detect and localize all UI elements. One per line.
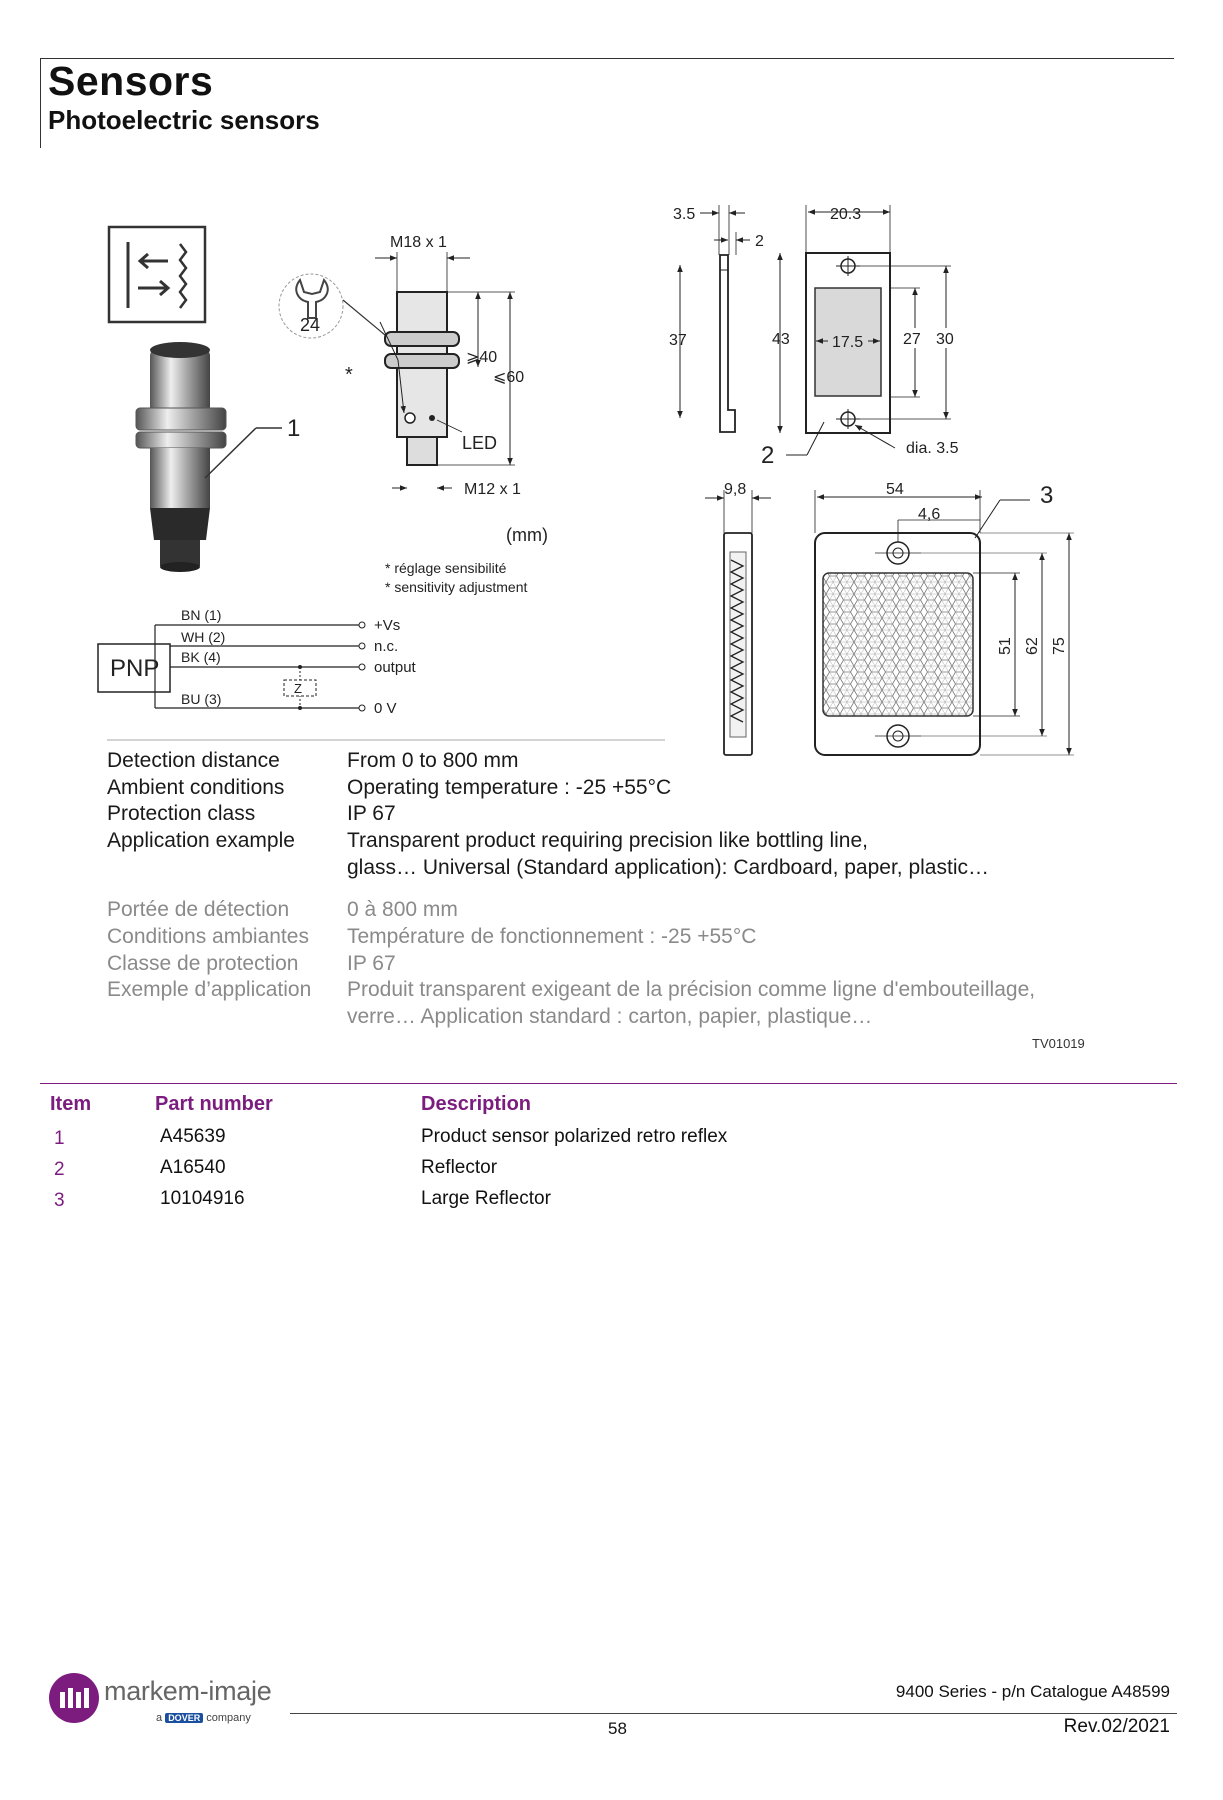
unit-label: (mm)	[506, 525, 548, 545]
spec-label-fr: Exemple d’application	[107, 978, 312, 1001]
brand-subtitle	[156, 1712, 251, 1724]
spec-value-fr: Produit transparent exigeant de la précision comme ligne d'embouteillage,	[347, 978, 1036, 1001]
wrench-size: 24	[300, 315, 321, 335]
table-cell-item: 1	[54, 1128, 65, 1149]
table-cell-item: 2	[54, 1159, 65, 1180]
dim-4-6: 4,6	[918, 506, 941, 523]
terminal-label: +Vs	[374, 617, 401, 634]
callout-3: 3	[1040, 482, 1054, 509]
sensor-outline	[380, 292, 459, 465]
terminal-label: 0 V	[374, 700, 397, 717]
note-fr: * réglage sensibilité	[385, 560, 507, 576]
dim-37: 37	[669, 332, 687, 349]
wire-label: WH (2)	[181, 629, 226, 645]
column-header-part-number: Part number	[155, 1093, 273, 1115]
spec-value: From 0 to 800 mm	[347, 749, 519, 772]
retro-reflex-function-icon	[109, 227, 205, 322]
wiring-type: PNP	[110, 655, 160, 682]
sensor-image	[136, 342, 226, 572]
dim-30: 30	[936, 331, 954, 348]
spec-label-fr: Portée de détection	[107, 898, 290, 921]
table-cell-description: Large Reflector	[421, 1188, 551, 1209]
spec-value-fr: verre… Application standard : carton, papier, plastique…	[347, 1005, 873, 1028]
table-cell-description: Reflector	[421, 1157, 498, 1178]
spec-value: Operating temperature : -25 +55°C	[347, 776, 672, 799]
page-number: 58	[608, 1719, 627, 1738]
note-en: * sensitivity adjustment	[385, 579, 528, 595]
small-reflector-side	[720, 255, 735, 432]
terminal-label: output	[374, 659, 416, 676]
dim-75: 75	[1051, 637, 1068, 655]
spec-label: Detection distance	[107, 749, 280, 772]
spec-value-fr: IP 67	[347, 952, 396, 975]
table-cell-part: A45639	[160, 1126, 226, 1147]
wire-label: BK (4)	[181, 649, 221, 665]
led-label: LED	[462, 433, 498, 453]
dim-3-5: 3.5	[673, 206, 696, 223]
dim-17-5: 17.5	[832, 334, 864, 351]
spec-value: Transparent product requiring precision like bottling line,	[347, 829, 869, 852]
large-reflector-front	[815, 533, 980, 755]
column-header-description: Description	[421, 1093, 532, 1115]
table-cell-description: Product sensor polarized retro reflex	[421, 1126, 728, 1147]
spec-value-fr: Température de fonctionnement : -25 +55°C	[347, 925, 757, 948]
page-subtitle: Photoelectric sensors	[48, 105, 320, 135]
page-title: Sensors	[48, 58, 214, 104]
table-cell-item: 3	[54, 1190, 65, 1211]
max-length: ⩽60	[493, 369, 525, 386]
adjustment-star: *	[345, 364, 353, 386]
dim-51: 51	[997, 637, 1014, 655]
spec-label: Application example	[107, 829, 295, 852]
table-rule	[40, 1083, 1177, 1084]
spec-value: glass… Universal (Standard application): Cardboard, paper, plastic…	[347, 856, 989, 879]
dim-54: 54	[886, 481, 904, 498]
brand-sub-company: company	[206, 1712, 251, 1724]
dim-43: 43	[772, 331, 790, 348]
spec-label-fr: Conditions ambiantes	[107, 925, 309, 948]
spec-value-fr: 0 à 800 mm	[347, 898, 458, 921]
min-length: ⩾40	[466, 349, 498, 366]
brand-name: markem-imaje	[104, 1676, 272, 1706]
spec-label: Protection class	[107, 802, 256, 825]
figure-code: TV01019	[1032, 1036, 1085, 1051]
footer-rule	[290, 1713, 1177, 1714]
callout-2: 2	[761, 442, 775, 469]
column-header-item: Item	[50, 1093, 92, 1115]
dim-20-3: 20.3	[830, 206, 862, 223]
load-label: Z	[294, 681, 302, 696]
catalogue-reference: 9400 Series - p/n Catalogue A48599	[895, 1682, 1170, 1701]
callout-1: 1	[287, 415, 301, 442]
brand-sub-a: a	[156, 1712, 163, 1724]
wire-label: BU (3)	[181, 691, 222, 707]
hole-diameter: dia. 3.5	[906, 440, 959, 457]
dim-9-8: 9,8	[724, 481, 747, 498]
wire-label: BN (1)	[181, 607, 222, 623]
terminal-label: n.c.	[374, 638, 399, 655]
table-cell-part: A16540	[160, 1157, 226, 1178]
spec-value: IP 67	[347, 802, 396, 825]
connector-dimension: M12 x 1	[464, 481, 521, 498]
spec-label-fr: Classe de protection	[107, 952, 299, 975]
large-reflector-side	[724, 533, 752, 755]
dim-62: 62	[1024, 637, 1041, 655]
markem-imaje-logo-icon	[48, 1672, 100, 1724]
table-cell-part: 10104916	[160, 1188, 245, 1209]
dim-27: 27	[903, 331, 921, 348]
thread-dimension: M18 x 1	[390, 234, 447, 251]
spec-label: Ambient conditions	[107, 776, 285, 799]
revision: Rev.02/2021	[1063, 1716, 1170, 1737]
dover-badge: DOVER	[165, 1713, 203, 1723]
dim-2: 2	[755, 233, 764, 250]
